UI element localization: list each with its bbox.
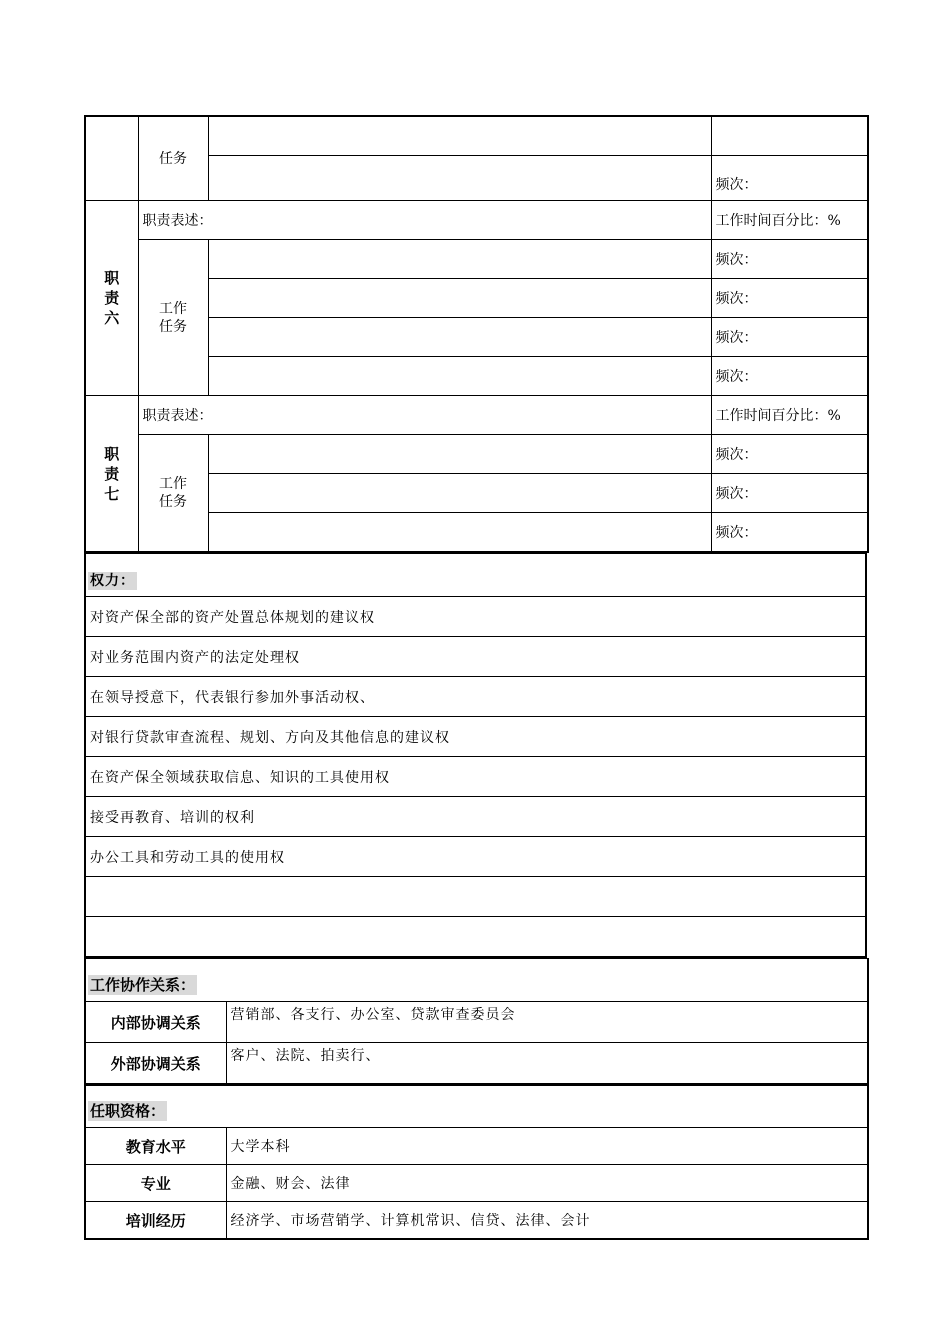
internal-relation-label: 内部协调关系 [85, 1002, 226, 1043]
duties-table [84, 115, 869, 553]
duty7-task-label: 工作 任务 [138, 435, 208, 553]
task-content-cell[interactable] [208, 156, 711, 201]
duty6-description[interactable]: 职责表述： [138, 201, 711, 240]
duty7-task-content[interactable] [208, 435, 711, 474]
training-label: 培训经历 [85, 1202, 226, 1240]
duty7-task-freq[interactable]: 频次： [711, 513, 868, 553]
cooperation-table [84, 958, 869, 1085]
duty7-name-char: 七 [104, 484, 120, 503]
duty6-name-char: 责 [104, 289, 120, 307]
education-value[interactable]: 大学本科 [226, 1128, 868, 1165]
qualification-title-cell [85, 1086, 868, 1128]
major-label: 专业 [85, 1165, 226, 1202]
power-item[interactable]: 在资产保全领域获取信息、知识的工具使用权 [85, 757, 866, 797]
external-relation-value[interactable]: 客户、法院、拍卖行、 [226, 1043, 868, 1085]
duty6-task-freq[interactable]: 频次： [711, 279, 868, 318]
duty6-task-content[interactable] [208, 240, 711, 279]
education-label: 教育水平 [85, 1128, 226, 1165]
duty-name-cell-empty [85, 116, 138, 201]
cooperation-title: 工作协作关系： [90, 976, 196, 994]
powers-table [84, 553, 867, 958]
duty6-task-freq[interactable]: 频次： [711, 318, 868, 357]
duty7-task-content[interactable] [208, 513, 711, 553]
power-item[interactable]: 接受再教育、培训的权利 [85, 797, 866, 837]
task-content-cell[interactable] [208, 116, 711, 156]
power-item[interactable] [85, 917, 866, 958]
duty6-task-content[interactable] [208, 318, 711, 357]
duty7-name-char: 职 [104, 444, 120, 463]
power-item[interactable]: 对资产保全部的资产处置总体规划的建议权 [85, 597, 866, 637]
job-description-sheet [84, 115, 867, 1240]
powers-title-cell [85, 554, 866, 597]
task-freq-cell[interactable] [711, 116, 868, 156]
duty7-task-content[interactable] [208, 474, 711, 513]
power-item[interactable]: 在领导授意下，代表银行参加外事活动权、 [85, 677, 866, 717]
duty6-task-content[interactable] [208, 357, 711, 396]
duty6-name-char: 六 [104, 309, 120, 327]
duty6-task-freq[interactable]: 频次： [711, 240, 868, 279]
task-freq-cell[interactable]: 频次： [711, 156, 868, 201]
duty7-task-freq[interactable]: 频次： [711, 435, 868, 474]
major-value[interactable]: 金融、财会、法律 [226, 1165, 868, 1202]
power-item[interactable] [85, 877, 866, 917]
duty7-percent[interactable]: 工作时间百分比：% [711, 396, 868, 435]
duty6-name-cell [85, 201, 138, 396]
duty6-task-label: 工作 任务 [138, 240, 208, 396]
task-label-cell: 任务 [138, 116, 208, 201]
duty6-name-char: 职 [104, 269, 120, 287]
duty7-task-freq[interactable]: 频次： [711, 474, 868, 513]
duty7-name-cell [85, 396, 138, 553]
qualification-table [84, 1085, 869, 1240]
duty6-task-content[interactable] [208, 279, 711, 318]
powers-title: 权力： [90, 573, 135, 589]
qualification-title: 任职资格： [90, 1102, 166, 1120]
cooperation-title-cell [85, 959, 868, 1002]
power-item[interactable]: 对业务范围内资产的法定处理权 [85, 637, 866, 677]
duty7-name-char: 责 [104, 464, 120, 483]
training-value[interactable]: 经济学、市场营销学、计算机常识、信贷、法律、会计 [226, 1202, 868, 1240]
power-item[interactable]: 办公工具和劳动工具的使用权 [85, 837, 866, 877]
internal-relation-value[interactable]: 营销部、各支行、办公室、贷款审查委员会 [226, 1002, 868, 1043]
power-item[interactable]: 对银行贷款审查流程、规划、方向及其他信息的建议权 [85, 717, 866, 757]
duty6-percent[interactable]: 工作时间百分比：% [711, 201, 868, 240]
duty7-description[interactable]: 职责表述： [138, 396, 711, 435]
external-relation-label: 外部协调关系 [85, 1043, 226, 1085]
duty6-task-freq[interactable]: 频次： [711, 357, 868, 396]
